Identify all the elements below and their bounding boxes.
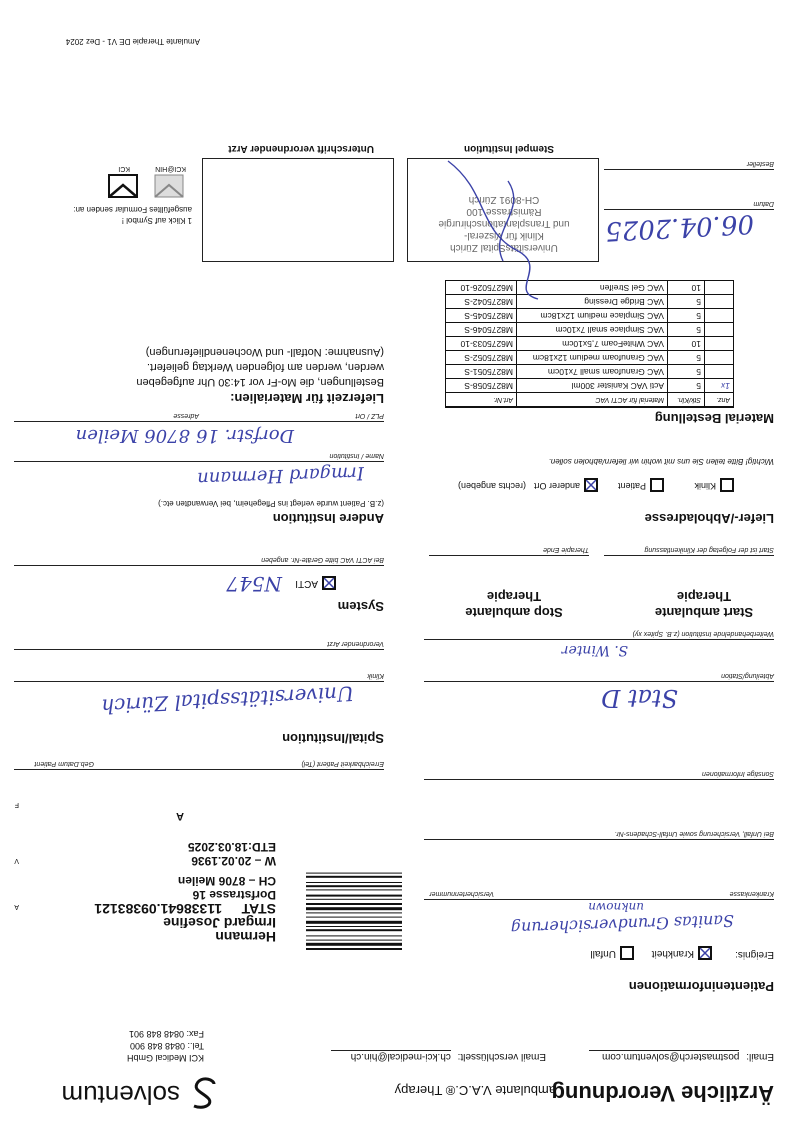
institution-zip-caption: PLZ / Ort: [355, 412, 384, 419]
delivery-note: Wichtig! Bitte teilen Sie uns mit wohin wir liefern/abholen sollen.: [548, 457, 774, 466]
send-instruction-1: 1 Klick auf Symbol !: [121, 216, 192, 225]
stamp-line-1: UniversitätsSpital Zürich: [450, 242, 558, 253]
clinic-handwriting: Universitätsspital Zürich: [100, 681, 355, 719]
row-qty[interactable]: [705, 281, 734, 295]
row-material: Acti VAC Kanister 300ml: [517, 379, 668, 393]
patient-birth: W – 20.02.1936: [191, 854, 276, 868]
insured-number-caption: Versichertennummer: [429, 890, 494, 897]
material-row: [446, 365, 734, 379]
barcode-bar: [306, 912, 402, 913]
form-title: Ärztliche Verordnung: [551, 1081, 774, 1106]
delivery-other-note: (rechts angeben): [457, 481, 526, 491]
doctor-signature-caption: Unterschrift verordnender Arzt: [228, 143, 374, 154]
barcode-graphic: [282, 844, 422, 952]
company-fax: Fax: 0848 848 901: [128, 1029, 204, 1039]
clinic-caption: Klinik: [367, 672, 384, 679]
row-unit: 5: [668, 295, 705, 309]
date-handwriting: 06.04.2025: [604, 208, 755, 246]
stamp-caption: Stempel Institution: [464, 143, 554, 154]
delivery-other-checkbox[interactable]: [584, 478, 598, 492]
illness-checkbox[interactable]: [698, 946, 712, 960]
accident-label: Unfall: [590, 948, 616, 959]
insurer-caption: Krankenkasse: [729, 890, 774, 897]
row-material: VAC Gel Streifen: [517, 281, 668, 295]
kci-hin-label: KCI@HIN: [155, 165, 186, 172]
header-unit: Stk/Kln.: [668, 393, 705, 408]
delivery-klinik-label: Klinik: [694, 481, 716, 491]
date-caption: Datum: [753, 200, 774, 207]
barcode-bar: [306, 903, 402, 905]
insurer-handwriting-2: unknown: [588, 900, 644, 914]
phone-caption: Erreichbarkeit Patient (Tel): [301, 760, 384, 767]
brand-name: solventum: [61, 1080, 180, 1110]
doctor-line: [14, 649, 384, 650]
row-qty[interactable]: [705, 337, 734, 351]
patient-section-title: Patienteninformationen: [628, 979, 774, 994]
barcode-bar: [306, 926, 402, 927]
row-qty[interactable]: [705, 351, 734, 365]
dept-line: [424, 681, 774, 682]
row-qty[interactable]: [705, 365, 734, 379]
stop-caption: Therapie Ende: [543, 546, 589, 553]
lieferzeit-line-2: werden, werden am folgenden Werktag geliefert.: [146, 361, 384, 373]
solventum-s-icon: [182, 1076, 222, 1112]
institution-name-caption: Name / Institution: [329, 452, 384, 459]
institution-zip-handwriting: 8706 Meilen: [75, 425, 190, 446]
row-unit: 10: [668, 281, 705, 295]
row-qty[interactable]: [705, 309, 734, 323]
email-encrypted-link[interactable]: ch.kci-medical@hin.ch: [331, 1050, 451, 1062]
row-art-nr: M8275058-S: [446, 379, 517, 393]
material-row: [446, 309, 734, 323]
other-institution-note: (z.B. Patient wurde verlegt ins Pflegeheim, bei Verwandten etc.): [158, 499, 384, 508]
header-art-nr: Art.Nr.: [446, 393, 517, 408]
stamp-box: [407, 158, 599, 262]
accident-checkbox[interactable]: [620, 946, 634, 960]
barcode-bar: [306, 899, 402, 900]
row-material: VAC Bridge Dressing: [517, 295, 668, 309]
header-material: Material für ACTI VAC: [517, 393, 668, 408]
insurer-handwriting: Sanitas Grundversicherung: [510, 911, 735, 938]
patient-stat: STAT 11338641.09383121: [94, 901, 276, 917]
row-unit: 10: [668, 337, 705, 351]
institution-address-handwriting: Dorfstr. 16: [196, 425, 294, 446]
row-material: VAC Granufoam small 7x10cm: [517, 365, 668, 379]
form-subtitle: ambulante V.A.C.® Therapy: [394, 1083, 556, 1098]
header-qty: Anz.: [705, 393, 734, 408]
delivery-patient-label: Patient: [617, 481, 646, 491]
stamp-line-5: CH-8091 Zürich: [468, 194, 540, 205]
row-unit: 5: [668, 309, 705, 323]
row-unit: 5: [668, 379, 705, 393]
row-art-nr: M8275045-S: [446, 309, 517, 323]
stop-line: [429, 555, 589, 556]
send-instruction-2: ausgefülltes Formular senden an:: [73, 205, 192, 214]
row-art-nr: M8275046-S: [446, 323, 517, 337]
accident-caption: Bei Unfall, Versicherung sowie Unfall-Schadens-Nr.: [614, 830, 774, 837]
lieferzeit-line-1: Bestellungen, die Mo-Fr vor 14:30 Uhr aufgegeben: [136, 376, 384, 388]
acti-checkbox[interactable]: [322, 576, 336, 590]
dob-caption: Geb.Datum Patient: [34, 760, 94, 767]
material-row: [446, 323, 734, 337]
barcode-bar: [306, 943, 402, 946]
delivery-patient-checkbox[interactable]: [650, 478, 664, 492]
patient-code: A: [176, 810, 184, 822]
row-art-nr: M8275052-S: [446, 351, 517, 365]
row-material: VAC Simplace small 7x10cm: [517, 323, 668, 337]
date-line: [604, 209, 774, 210]
checked-mark-icon: [700, 948, 710, 958]
patient-etd: ETD:18.03.2025: [187, 840, 276, 854]
row-material: VAC WhiteFoam 7,5x10cm: [517, 337, 668, 351]
barcode-bar: [306, 935, 402, 936]
followup-caption: Weiterbehandelnde Institution (z.B. Spitex xy): [632, 630, 774, 637]
footer-version: Amulante Therapie DE V1 - Dez 2024: [65, 37, 200, 46]
barcode-bar: [306, 948, 402, 950]
barcode-bar: [306, 889, 402, 890]
acti-caption: Bei ACTI VAC bitte Geräte-Nr. angeben: [261, 556, 384, 563]
other-info-line: [424, 779, 774, 780]
material-section-title: Material Bestellung: [654, 411, 774, 426]
kci-hin-button[interactable]: [144, 158, 184, 198]
institution-name-line: [14, 461, 384, 462]
other-institution-title: Andere Institution: [272, 511, 384, 526]
material-row: [446, 337, 734, 351]
barcode: [282, 844, 422, 952]
kci-label: KCI: [118, 165, 130, 172]
row-qty[interactable]: [705, 323, 734, 337]
barcode-bar: [306, 917, 402, 918]
row-unit: 5: [668, 351, 705, 365]
barcode-bar: [306, 882, 402, 883]
orderer-caption: Besteller: [746, 160, 774, 167]
row-art-nr: M8275042-S: [446, 295, 517, 309]
sticker-letter-a: A: [14, 903, 19, 910]
delivery-section-title: Liefer-/Abholadresse: [644, 511, 774, 526]
sticker-letter-v: V: [14, 857, 19, 864]
system-title: System: [337, 599, 384, 614]
dept-caption: Abteilung/Station: [721, 672, 774, 679]
barcode-bar: [306, 907, 402, 910]
stop-therapy-title: Stop ambulante Therapie: [465, 589, 563, 620]
dob-line: [14, 769, 384, 770]
barcode-bar: [306, 885, 402, 887]
insurer-line: [424, 899, 774, 900]
institution-address-line: [14, 421, 384, 422]
stamp-line-4: Rämistrasse 100: [466, 206, 542, 217]
acti-device-handwriting: N547: [226, 572, 282, 596]
other-info-caption: Sonstige Informationen: [702, 770, 774, 777]
delivery-klinik-checkbox[interactable]: [720, 478, 734, 492]
delivery-other-label: anderer Ort: [533, 481, 580, 491]
patient-first-name: Irmgard Josefine: [163, 915, 276, 931]
acti-line: [14, 565, 384, 566]
material-row: [446, 351, 734, 365]
row-material: VAC Simplace medium 12x18cm: [517, 309, 668, 323]
spital-section-title: Spital/Institution: [282, 731, 384, 746]
dept-handwriting: Stat D: [601, 684, 678, 712]
institution-address-caption: Adresse: [173, 412, 199, 419]
start-line: [604, 555, 774, 556]
material-table-header: [446, 393, 734, 408]
illness-label: Krankheit: [651, 948, 694, 959]
row-material: VAC Granufoam medium 12x18cm: [517, 351, 668, 365]
email-label: Email:: [746, 1051, 774, 1062]
solventum-logo: [22, 1076, 222, 1112]
row-art-nr: M6275033-10: [446, 337, 517, 351]
sticker-letter-f: F: [14, 801, 19, 808]
doctor-handwriting: S. Winter: [561, 642, 628, 658]
accident-line: [424, 839, 774, 840]
lieferzeit-title: Lieferzeit für Materialien:: [230, 391, 384, 406]
row-qty[interactable]: [705, 295, 734, 309]
start-caption: Start ist der Folgetag der Klinikentlassung: [644, 546, 774, 553]
barcode-bar: [306, 895, 402, 897]
row-qty[interactable]: 1x: [705, 379, 734, 393]
envelope-icon: [108, 174, 138, 198]
kci-mail-button[interactable]: [98, 158, 138, 198]
stamp-line-3: und Transplantationschirurgie: [438, 218, 570, 229]
company-tel: Tel.: 0848 848 900: [129, 1041, 204, 1051]
followup-line: [424, 639, 774, 640]
row-art-nr: M8275051-S: [446, 365, 517, 379]
envelope-hin-icon: [154, 174, 184, 198]
doctor-signature-box[interactable]: [202, 158, 394, 262]
institution-name-handwriting: Irmgard Hermann: [196, 462, 365, 489]
event-label: Ereignis:: [735, 949, 774, 960]
patient-street: Dorfstrasse 16: [192, 888, 276, 902]
clinic-line: [14, 681, 384, 682]
signature-scribble: [408, 151, 598, 301]
stamp-line-2: Klinik für Viszeral-: [464, 230, 544, 241]
orderer-line: [604, 169, 774, 170]
barcode-bar: [306, 873, 402, 874]
patient-last-name: Hermann: [215, 929, 276, 945]
row-unit: 5: [668, 365, 705, 379]
row-unit: 5: [668, 323, 705, 337]
barcode-bar: [306, 929, 402, 931]
acti-label: ACTI: [295, 578, 318, 589]
patient-sticker: [16, 774, 276, 944]
material-row: [446, 379, 734, 393]
barcode-bar: [306, 876, 402, 878]
barcode-bar: [306, 940, 402, 941]
barcode-bar: [306, 921, 402, 924]
row-art-nr: M6275026-10: [446, 281, 517, 295]
doctor-caption: Verordnender Arzt: [327, 640, 384, 647]
checked-mark-icon: [586, 480, 596, 490]
checked-mark-icon: [324, 578, 334, 588]
email-link[interactable]: postmasterch@solventum.com: [589, 1050, 739, 1062]
company-name: KCI Medical GmbH: [126, 1053, 204, 1063]
lieferzeit-line-3: (Ausnahme: Notfall- und Wochenendlieferungen): [145, 346, 384, 358]
start-therapy-title: Start ambulante Therapie: [654, 589, 754, 620]
email-encrypted-label: Email verschlüsselt:: [457, 1051, 546, 1062]
patient-city: CH – 8706 Meilen: [177, 874, 276, 888]
